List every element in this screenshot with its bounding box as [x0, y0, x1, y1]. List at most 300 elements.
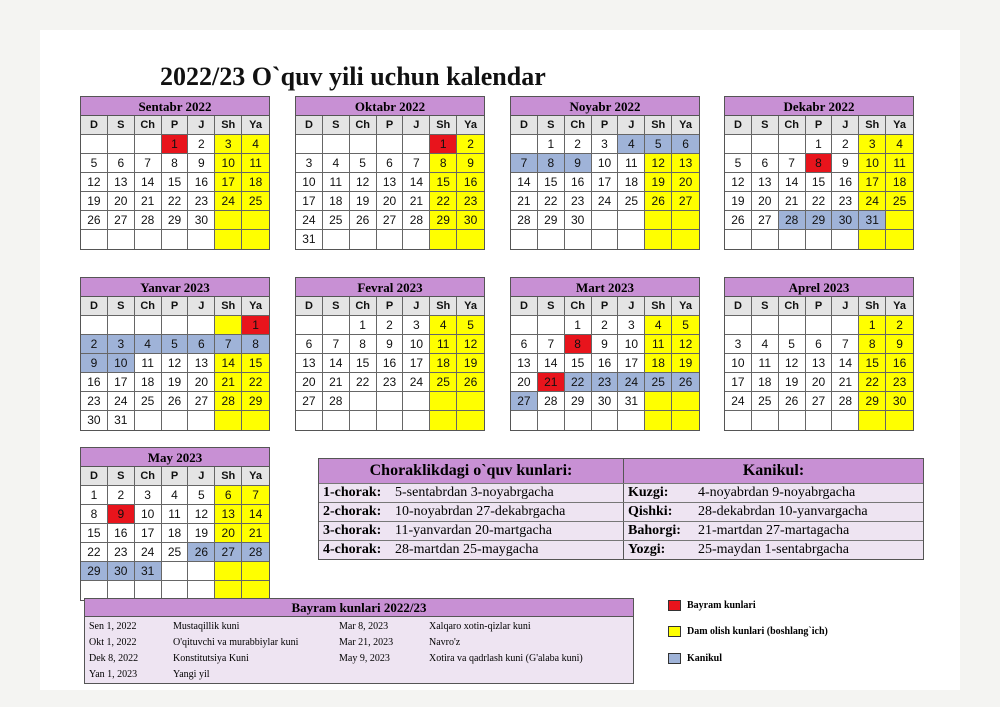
weekday-header: D: [81, 116, 108, 135]
day-cell: 1: [162, 135, 189, 154]
weekday-header: Ch: [565, 297, 592, 316]
day-cell: 25: [242, 192, 269, 211]
day-cell: 20: [806, 373, 833, 392]
day-cell: 19: [457, 354, 484, 373]
holiday-name: Xalqaro xotin-qizlar kuni: [429, 621, 531, 632]
day-cell: 11: [323, 173, 350, 192]
holiday-name: Konstitutsiya Kuni: [173, 653, 249, 664]
day-cell: 18: [752, 373, 779, 392]
day-cell: 17: [296, 192, 323, 211]
day-cell: 8: [81, 505, 108, 524]
weekday-header: P: [592, 116, 619, 135]
day-cell: 26: [779, 392, 806, 411]
day-cell: 24: [592, 192, 619, 211]
day-cell: 8: [350, 335, 377, 354]
empty-cell: [645, 211, 672, 230]
empty-cell: [403, 135, 430, 154]
day-cell: 29: [859, 392, 886, 411]
day-cell: 26: [162, 392, 189, 411]
legend-label: Dam olish kunlari (boshlang`ich): [687, 626, 828, 637]
day-cell: 12: [81, 173, 108, 192]
day-cell: 3: [592, 135, 619, 154]
empty-cell: [672, 411, 699, 430]
day-cell: 3: [108, 335, 135, 354]
day-cell: 16: [457, 173, 484, 192]
day-cell: 12: [162, 354, 189, 373]
day-cell: 23: [832, 192, 859, 211]
day-cell: 10: [403, 335, 430, 354]
empty-cell: [672, 230, 699, 249]
day-cell: 26: [457, 373, 484, 392]
legend-swatch: [668, 600, 681, 611]
day-cell: 31: [135, 562, 162, 581]
empty-cell: [135, 230, 162, 249]
empty-cell: [350, 135, 377, 154]
day-cell: 9: [108, 505, 135, 524]
day-cell: 31: [296, 230, 323, 249]
empty-cell: [725, 411, 752, 430]
day-cell: 17: [135, 524, 162, 543]
empty-cell: [592, 411, 619, 430]
day-cell: 1: [350, 316, 377, 335]
day-cell: 5: [162, 335, 189, 354]
empty-cell: [672, 392, 699, 411]
weekday-header: S: [752, 297, 779, 316]
day-cell: 19: [779, 373, 806, 392]
quarters-table: [318, 458, 924, 560]
day-cell: 19: [188, 524, 215, 543]
weekday-header: Sh: [215, 116, 242, 135]
month-calendar: [724, 96, 914, 250]
day-cell: 3: [618, 316, 645, 335]
day-cell: 12: [457, 335, 484, 354]
holiday-date: Sen 1, 2022: [89, 621, 137, 632]
empty-cell: [296, 316, 323, 335]
empty-cell: [430, 411, 457, 430]
quarter-range: 10-noyabrdan 27-dekabrgacha: [395, 504, 566, 519]
empty-cell: [618, 230, 645, 249]
day-cell: 24: [215, 192, 242, 211]
empty-cell: [135, 316, 162, 335]
day-cell: 24: [108, 392, 135, 411]
empty-cell: [215, 562, 242, 581]
day-cell: 9: [886, 335, 913, 354]
empty-cell: [242, 230, 269, 249]
empty-cell: [511, 316, 538, 335]
day-cell: 23: [457, 192, 484, 211]
weekday-header: Ya: [242, 116, 269, 135]
day-cell: 18: [162, 524, 189, 543]
day-cell: 29: [242, 392, 269, 411]
day-cell: 18: [242, 173, 269, 192]
day-cell: 23: [188, 192, 215, 211]
day-cell: 27: [672, 192, 699, 211]
empty-cell: [162, 316, 189, 335]
vacation-range: 28-dekabrdan 10-yanvargacha: [698, 504, 868, 519]
empty-cell: [162, 562, 189, 581]
day-cell: 15: [162, 173, 189, 192]
weekday-header: Ya: [457, 116, 484, 135]
weekday-header: D: [81, 297, 108, 316]
empty-cell: [618, 211, 645, 230]
weekday-header: D: [296, 297, 323, 316]
day-cell: 2: [457, 135, 484, 154]
weekday-header: D: [296, 116, 323, 135]
day-cell: 8: [806, 154, 833, 173]
empty-cell: [162, 230, 189, 249]
day-cell: 20: [672, 173, 699, 192]
weekday-header: J: [188, 297, 215, 316]
empty-cell: [538, 316, 565, 335]
empty-cell: [108, 316, 135, 335]
day-cell: 21: [403, 192, 430, 211]
empty-cell: [538, 230, 565, 249]
empty-cell: [323, 230, 350, 249]
weekday-header: P: [162, 297, 189, 316]
day-cell: 24: [403, 373, 430, 392]
day-cell: 22: [538, 192, 565, 211]
empty-cell: [430, 230, 457, 249]
day-cell: 2: [377, 316, 404, 335]
day-cell: 7: [832, 335, 859, 354]
day-cell: 24: [135, 543, 162, 562]
day-cell: 28: [135, 211, 162, 230]
day-cell: 3: [403, 316, 430, 335]
day-cell: 6: [188, 335, 215, 354]
day-cell: 28: [323, 392, 350, 411]
day-cell: 14: [832, 354, 859, 373]
day-cell: 4: [162, 486, 189, 505]
day-cell: 10: [215, 154, 242, 173]
day-cell: 31: [859, 211, 886, 230]
day-cell: 24: [725, 392, 752, 411]
day-cell: 3: [859, 135, 886, 154]
day-cell: 21: [832, 373, 859, 392]
day-cell: 6: [672, 135, 699, 154]
empty-cell: [457, 411, 484, 430]
empty-cell: [296, 411, 323, 430]
day-cell: 20: [215, 524, 242, 543]
day-cell: 10: [108, 354, 135, 373]
day-cell: 23: [377, 373, 404, 392]
day-cell: 2: [565, 135, 592, 154]
weekday-header: P: [806, 297, 833, 316]
empty-cell: [81, 135, 108, 154]
empty-cell: [806, 230, 833, 249]
weekday-header: Ch: [779, 116, 806, 135]
holiday-date: Mar 21, 2023: [339, 637, 394, 648]
month-title: Dekabr 2022: [725, 97, 913, 116]
day-cell: 12: [350, 173, 377, 192]
day-cell: 22: [859, 373, 886, 392]
empty-cell: [242, 211, 269, 230]
empty-cell: [859, 230, 886, 249]
day-cell: 9: [188, 154, 215, 173]
day-cell: 30: [188, 211, 215, 230]
empty-cell: [377, 230, 404, 249]
day-cell: 28: [215, 392, 242, 411]
quarters-header: Choraklikdagi o`quv kunlari:: [319, 459, 624, 483]
day-cell: 4: [430, 316, 457, 335]
day-cell: 26: [725, 211, 752, 230]
day-cell: 20: [511, 373, 538, 392]
holidays-table: [84, 598, 634, 684]
day-cell: 5: [725, 154, 752, 173]
day-cell: 8: [565, 335, 592, 354]
vacation-name: Qishki:: [628, 504, 673, 519]
empty-cell: [242, 411, 269, 430]
weekday-header: D: [511, 297, 538, 316]
day-cell: 19: [81, 192, 108, 211]
day-cell: 17: [859, 173, 886, 192]
weekday-header: P: [162, 116, 189, 135]
day-cell: 10: [135, 505, 162, 524]
day-cell: 26: [672, 373, 699, 392]
day-cell: 19: [672, 354, 699, 373]
day-cell: 13: [511, 354, 538, 373]
day-cell: 16: [188, 173, 215, 192]
holiday-name: Navro'z: [429, 637, 461, 648]
day-cell: 3: [215, 135, 242, 154]
weekday-header: Ch: [350, 116, 377, 135]
day-cell: 26: [188, 543, 215, 562]
empty-cell: [188, 316, 215, 335]
month-calendar: [510, 277, 700, 431]
month-title: Sentabr 2022: [81, 97, 269, 116]
day-cell: 7: [511, 154, 538, 173]
empty-cell: [725, 230, 752, 249]
weekday-header: Ch: [779, 297, 806, 316]
day-cell: 11: [135, 354, 162, 373]
month-title: Oktabr 2022: [296, 97, 484, 116]
weekday-header: P: [592, 297, 619, 316]
empty-cell: [645, 411, 672, 430]
day-cell: 21: [242, 524, 269, 543]
weekday-header: S: [538, 297, 565, 316]
quarter-name: 2-chorak:: [323, 504, 382, 519]
empty-cell: [323, 316, 350, 335]
day-cell: 23: [81, 392, 108, 411]
day-cell: 1: [430, 135, 457, 154]
day-cell: 18: [430, 354, 457, 373]
day-cell: 11: [618, 154, 645, 173]
day-cell: 17: [108, 373, 135, 392]
weekday-header: Sh: [430, 297, 457, 316]
weekday-header: Ya: [242, 297, 269, 316]
legend-swatch: [668, 626, 681, 637]
day-cell: 17: [403, 354, 430, 373]
day-cell: 2: [188, 135, 215, 154]
day-cell: 13: [188, 354, 215, 373]
day-cell: 21: [511, 192, 538, 211]
weekday-header: Sh: [859, 116, 886, 135]
day-cell: 13: [377, 173, 404, 192]
day-cell: 28: [511, 211, 538, 230]
empty-cell: [323, 135, 350, 154]
day-cell: 13: [296, 354, 323, 373]
empty-cell: [511, 135, 538, 154]
day-cell: 23: [108, 543, 135, 562]
day-cell: 25: [886, 192, 913, 211]
day-cell: 16: [108, 524, 135, 543]
empty-cell: [779, 230, 806, 249]
day-cell: 27: [215, 543, 242, 562]
day-cell: 30: [81, 411, 108, 430]
day-cell: 3: [135, 486, 162, 505]
day-cell: 6: [752, 154, 779, 173]
day-cell: 6: [377, 154, 404, 173]
day-cell: 11: [752, 354, 779, 373]
day-cell: 20: [377, 192, 404, 211]
day-cell: 29: [162, 211, 189, 230]
day-cell: 23: [565, 192, 592, 211]
day-cell: 28: [242, 543, 269, 562]
empty-cell: [135, 411, 162, 430]
empty-cell: [672, 211, 699, 230]
empty-cell: [350, 230, 377, 249]
empty-cell: [511, 411, 538, 430]
weekday-header: Ch: [135, 116, 162, 135]
day-cell: 30: [565, 211, 592, 230]
day-cell: 5: [350, 154, 377, 173]
weekday-header: Ch: [135, 297, 162, 316]
legend-vacation: [668, 653, 722, 664]
weekday-header: Ya: [886, 297, 913, 316]
day-cell: 27: [108, 211, 135, 230]
holidays-header: Bayram kunlari 2022/23: [85, 599, 633, 617]
quarter-range: 5-sentabrdan 3-noyabrgacha: [395, 485, 554, 500]
day-cell: 6: [108, 154, 135, 173]
day-cell: 4: [618, 135, 645, 154]
empty-cell: [752, 135, 779, 154]
day-cell: 14: [323, 354, 350, 373]
month-calendar: [80, 447, 270, 601]
day-cell: 25: [752, 392, 779, 411]
weekday-header: Ch: [135, 467, 162, 486]
day-cell: 29: [806, 211, 833, 230]
day-cell: 15: [81, 524, 108, 543]
day-cell: 20: [296, 373, 323, 392]
day-cell: 16: [592, 354, 619, 373]
weekday-header: J: [832, 297, 859, 316]
weekday-header: Sh: [645, 116, 672, 135]
day-cell: 24: [618, 373, 645, 392]
legend-holidays: [668, 600, 756, 611]
month-title: Aprel 2023: [725, 278, 913, 297]
vacation-name: Bahorgi:: [628, 523, 681, 538]
day-cell: 10: [725, 354, 752, 373]
legend-label: Bayram kunlari: [687, 600, 756, 611]
weekday-header: Sh: [430, 116, 457, 135]
month-title: Mart 2023: [511, 278, 699, 297]
day-cell: 11: [645, 335, 672, 354]
empty-cell: [81, 230, 108, 249]
day-cell: 8: [162, 154, 189, 173]
day-cell: 19: [725, 192, 752, 211]
empty-cell: [215, 411, 242, 430]
month-title: Fevral 2023: [296, 278, 484, 297]
empty-cell: [832, 411, 859, 430]
day-cell: 13: [752, 173, 779, 192]
day-cell: 27: [511, 392, 538, 411]
month-calendar: [510, 96, 700, 250]
empty-cell: [752, 411, 779, 430]
day-cell: 17: [618, 354, 645, 373]
day-cell: 15: [538, 173, 565, 192]
day-cell: 15: [430, 173, 457, 192]
day-cell: 6: [215, 486, 242, 505]
day-cell: 15: [350, 354, 377, 373]
day-cell: 27: [377, 211, 404, 230]
holiday-date: Dek 8, 2022: [89, 653, 139, 664]
holiday-name: Xotira va qadrlash kuni (G'alaba kuni): [429, 653, 583, 664]
day-cell: 5: [81, 154, 108, 173]
day-cell: 9: [377, 335, 404, 354]
day-cell: 10: [859, 154, 886, 173]
day-cell: 17: [592, 173, 619, 192]
day-cell: 2: [832, 135, 859, 154]
empty-cell: [752, 230, 779, 249]
day-cell: 1: [242, 316, 269, 335]
day-cell: 9: [565, 154, 592, 173]
day-cell: 19: [350, 192, 377, 211]
empty-cell: [403, 230, 430, 249]
holiday-date: May 9, 2023: [339, 653, 390, 664]
day-cell: 16: [81, 373, 108, 392]
day-cell: 16: [886, 354, 913, 373]
weekday-header: Ya: [672, 116, 699, 135]
empty-cell: [779, 316, 806, 335]
day-cell: 7: [215, 335, 242, 354]
quarter-range: 11-yanvardan 20-martgacha: [395, 523, 552, 538]
day-cell: 18: [135, 373, 162, 392]
empty-cell: [350, 411, 377, 430]
day-cell: 28: [832, 392, 859, 411]
empty-cell: [886, 230, 913, 249]
weekday-header: Ya: [242, 467, 269, 486]
weekday-header: Ya: [672, 297, 699, 316]
weekday-header: D: [725, 297, 752, 316]
month-calendar: [295, 277, 485, 431]
quarter-name: 1-chorak:: [323, 485, 382, 500]
day-cell: 21: [538, 373, 565, 392]
day-cell: 16: [832, 173, 859, 192]
vacation-name: Kuzgi:: [628, 485, 669, 500]
day-cell: 9: [81, 354, 108, 373]
day-cell: 18: [618, 173, 645, 192]
day-cell: 12: [188, 505, 215, 524]
day-cell: 11: [886, 154, 913, 173]
day-cell: 3: [296, 154, 323, 173]
empty-cell: [457, 230, 484, 249]
weekday-header: D: [725, 116, 752, 135]
day-cell: 21: [215, 373, 242, 392]
empty-cell: [832, 316, 859, 335]
day-cell: 19: [162, 373, 189, 392]
weekday-header: J: [618, 297, 645, 316]
empty-cell: [135, 135, 162, 154]
day-cell: 13: [806, 354, 833, 373]
empty-cell: [215, 230, 242, 249]
holiday-name: Mustaqillik kuni: [173, 621, 240, 632]
day-cell: 8: [538, 154, 565, 173]
weekday-header: D: [81, 467, 108, 486]
weekday-header: S: [108, 297, 135, 316]
day-cell: 27: [752, 211, 779, 230]
day-cell: 10: [618, 335, 645, 354]
day-cell: 28: [779, 211, 806, 230]
quarter-name: 4-chorak:: [323, 542, 382, 557]
